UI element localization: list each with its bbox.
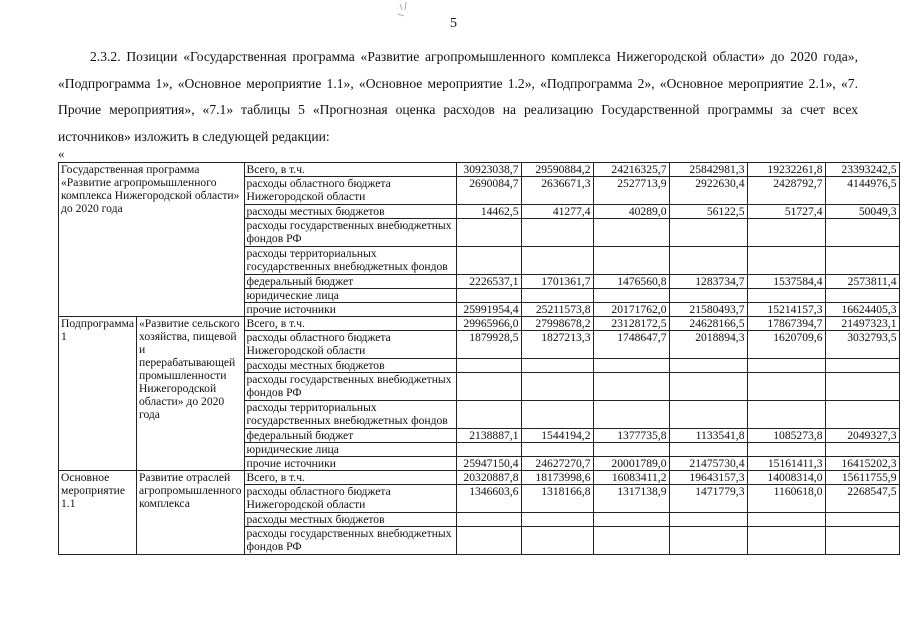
value-cell [456,289,521,303]
value-cell: 1701361,7 [521,275,593,289]
value-cell [825,359,899,373]
value-cell [669,401,747,429]
value-cell [669,359,747,373]
value-cell [521,443,593,457]
value-cell: 1318166,8 [521,485,593,513]
value-cell: 16415202,3 [825,457,899,471]
value-cell [521,401,593,429]
source-label: расходы государственных внебюджетных фондов РФ [244,219,456,247]
source-label: расходы местных бюджетов [244,205,456,219]
value-cell [747,443,825,457]
value-cell [593,401,669,429]
source-label: расходы территориальных государственных внебюджетных фондов [244,247,456,275]
value-cell: 40289,0 [593,205,669,219]
value-cell: 4144976,5 [825,177,899,205]
value-cell: 2636671,3 [521,177,593,205]
value-cell [521,373,593,401]
source-label: Всего, в т.ч. [244,317,456,331]
table-row [59,471,900,485]
value-cell: 1879928,5 [456,331,521,359]
value-cell [825,373,899,401]
value-cell [593,359,669,373]
value-cell: 21497323,1 [825,317,899,331]
value-cell: 25842981,3 [669,163,747,177]
value-cell [825,247,899,275]
value-cell: 2268547,5 [825,485,899,513]
subprogram-code: Подпрограмма 1 [59,317,137,471]
value-cell [747,513,825,527]
opening-quote: « [58,146,65,161]
value-cell [521,513,593,527]
source-label: расходы государственных внебюджетных фондов РФ [244,373,456,401]
value-cell [456,373,521,401]
value-cell: 1827213,3 [521,331,593,359]
value-cell: 3032793,5 [825,331,899,359]
value-cell [669,373,747,401]
value-cell: 16624405,3 [825,303,899,317]
value-cell [747,527,825,555]
activity-code: Основное мероприятие 1.1 [59,471,137,555]
value-cell: 1377735,8 [593,429,669,443]
value-cell [669,219,747,247]
source-label: прочие источники [244,457,456,471]
value-cell: 21580493,7 [669,303,747,317]
value-cell: 1748647,7 [593,331,669,359]
value-cell [521,219,593,247]
source-label: расходы местных бюджетов [244,359,456,373]
value-cell: 24628166,5 [669,317,747,331]
value-cell [669,513,747,527]
value-cell: 1160618,0 [747,485,825,513]
value-cell: 2690084,7 [456,177,521,205]
source-label: расходы областного бюджета Нижегородской области [244,331,456,359]
value-cell: 25991954,4 [456,303,521,317]
value-cell: 15214157,3 [747,303,825,317]
value-cell: 16083411,2 [593,471,669,485]
activity-name: Развитие отраслей агропромышленного комплекса [136,471,244,555]
value-cell: 30923038,7 [456,163,521,177]
value-cell [521,289,593,303]
value-cell [456,401,521,429]
value-cell: 51727,4 [747,205,825,219]
value-cell [747,219,825,247]
program-name: Государственная программа «Развитие агропромышленного комплекса Нижегородской области» до 2020 года [59,163,245,317]
value-cell: 20320887,8 [456,471,521,485]
value-cell: 2226537,1 [456,275,521,289]
source-label: расходы территориальных государственных внебюджетных фондов [244,401,456,429]
value-cell: 1476560,8 [593,275,669,289]
value-cell [669,443,747,457]
source-label: юридические лица [244,443,456,457]
value-cell: 56122,5 [669,205,747,219]
value-cell: 19232261,8 [747,163,825,177]
value-cell [593,373,669,401]
value-cell: 50049,3 [825,205,899,219]
value-cell [825,401,899,429]
value-cell: 29965966,0 [456,317,521,331]
value-cell: 1537584,4 [747,275,825,289]
value-cell: 23393242,5 [825,163,899,177]
source-label: расходы областного бюджета Нижегородской области [244,177,456,205]
value-cell: 2527713,9 [593,177,669,205]
value-cell [747,247,825,275]
value-cell [825,219,899,247]
value-cell [456,443,521,457]
value-cell [593,527,669,555]
value-cell: 14462,5 [456,205,521,219]
value-cell [456,527,521,555]
value-cell: 2018894,3 [669,331,747,359]
value-cell [593,219,669,247]
value-cell [521,527,593,555]
subprogram-name: «Развитие сельского хозяйства, пищевой и перерабатывающей промышленности Нижегородской области» до 2020 года [136,317,244,471]
value-cell [456,359,521,373]
value-cell [825,443,899,457]
value-cell: 2049327,3 [825,429,899,443]
value-cell: 1346603,6 [456,485,521,513]
value-cell [521,247,593,275]
value-cell [593,513,669,527]
table-row [59,163,900,177]
value-cell: 1085273,8 [747,429,825,443]
source-label: расходы местных бюджетов [244,513,456,527]
source-label: юридические лица [244,289,456,303]
source-label: Всего, в т.ч. [244,471,456,485]
value-cell: 41277,4 [521,205,593,219]
value-cell [456,513,521,527]
value-cell: 14008314,0 [747,471,825,485]
value-cell: 1317138,9 [593,485,669,513]
value-cell: 1544194,2 [521,429,593,443]
value-cell [825,513,899,527]
value-cell [593,247,669,275]
value-cell [593,289,669,303]
value-cell: 2922630,4 [669,177,747,205]
value-cell: 25947150,4 [456,457,521,471]
source-label: расходы областного бюджета Нижегородской области [244,485,456,513]
value-cell: 1133541,8 [669,429,747,443]
value-cell: 21475730,4 [669,457,747,471]
value-cell: 25211573,8 [521,303,593,317]
budget-table [58,162,900,555]
source-label: Всего, в т.ч. [244,163,456,177]
value-cell: 17867394,7 [747,317,825,331]
value-cell [747,289,825,303]
value-cell [825,527,899,555]
value-cell [593,443,669,457]
value-cell: 24216325,7 [593,163,669,177]
value-cell [825,289,899,303]
value-cell: 20171762,0 [593,303,669,317]
value-cell: 15161411,3 [747,457,825,471]
value-cell: 1471779,3 [669,485,747,513]
value-cell [521,359,593,373]
value-cell: 2573811,4 [825,275,899,289]
source-label: федеральный бюджет [244,275,456,289]
value-cell [747,373,825,401]
value-cell: 20001789,0 [593,457,669,471]
value-cell: 29590884,2 [521,163,593,177]
value-cell: 1620709,6 [747,331,825,359]
value-cell: 2428792,7 [747,177,825,205]
value-cell: 1283734,7 [669,275,747,289]
table-row [59,317,900,331]
source-label: расходы государственных внебюджетных фондов РФ [244,527,456,555]
value-cell [669,527,747,555]
value-cell [747,401,825,429]
source-label: федеральный бюджет [244,429,456,443]
intro-paragraph [58,44,858,150]
scan-artifact-marks [380,0,430,40]
value-cell [669,289,747,303]
value-cell: 2138887,1 [456,429,521,443]
intro-text: 2.3.2. Позиции «Государственная программа «Развитие агропромышленного комплекса Нижегородской области» до 2020 года», «Подпрограмма 1», «Основное мероприятие 1.1», «Основное мероприятие 1.2», «Подпрограмма 2», «Основное мероприятие 2.1», «7. Прочие мероприятия», «7.1» таблицы 5 «Прогнозная оценка расходов на реализацию Государственной программы за счет всех источников» изложить в следующей редакции: [58,49,858,144]
value-cell: 23128172,5 [593,317,669,331]
value-cell [669,247,747,275]
value-cell: 18173998,6 [521,471,593,485]
source-label: прочие источники [244,303,456,317]
value-cell: 15611755,9 [825,471,899,485]
value-cell: 27998678,2 [521,317,593,331]
value-cell [747,359,825,373]
value-cell: 19643157,3 [669,471,747,485]
value-cell: 24627270,7 [521,457,593,471]
value-cell [456,247,521,275]
value-cell [456,219,521,247]
page-number: 5 [450,16,457,31]
